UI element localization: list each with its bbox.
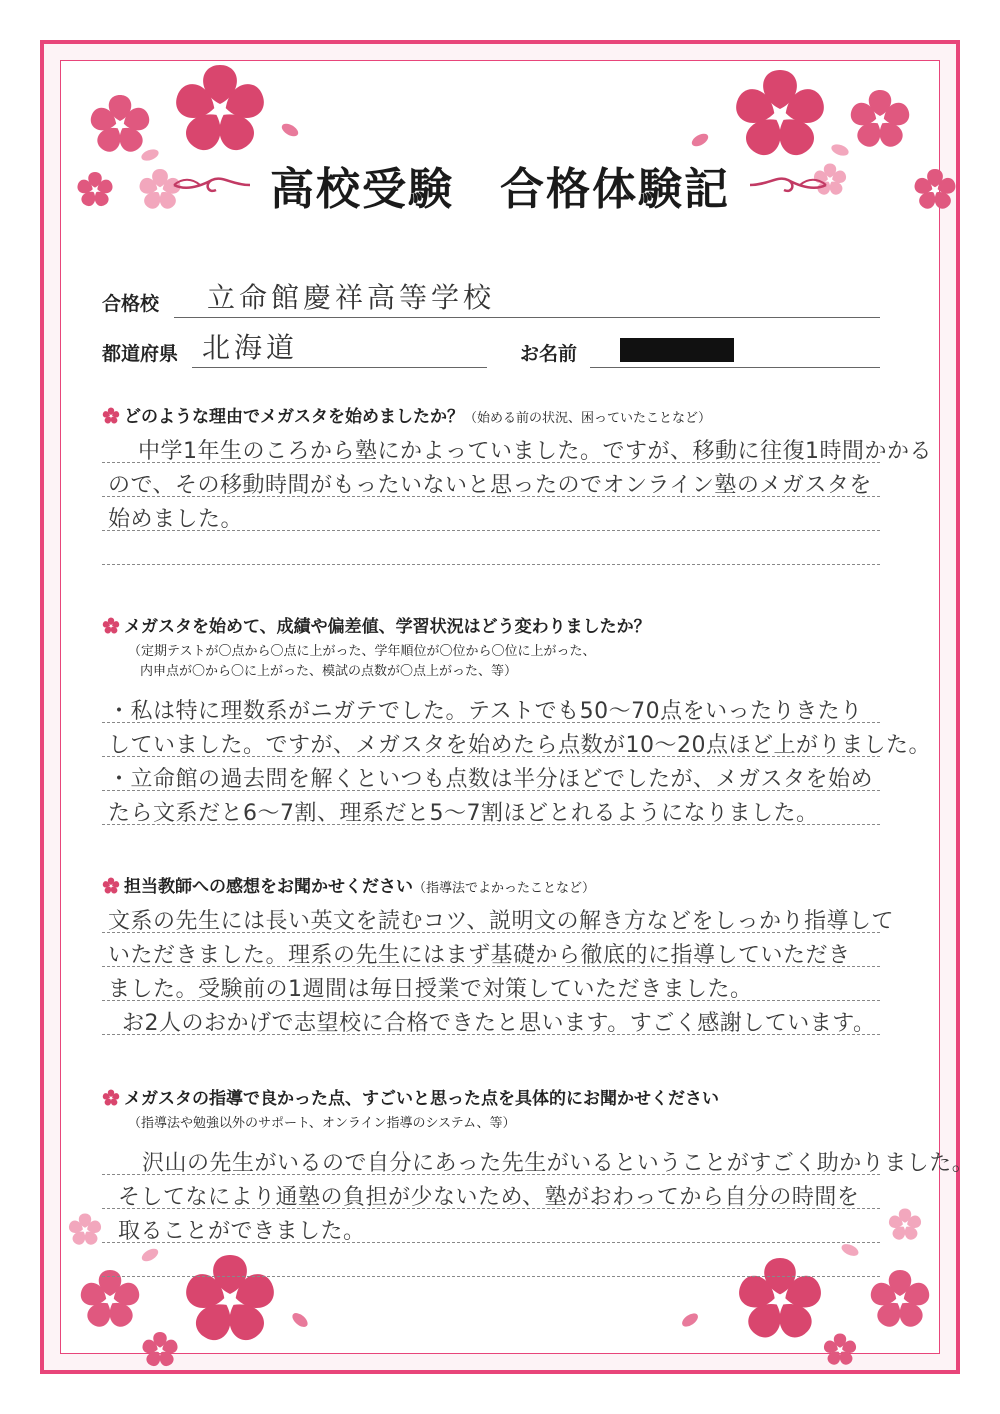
answer-text: 沢山の先生がいるので自分にあった先生がいるということがすごく助かりました。 bbox=[142, 1151, 975, 1176]
question-1-sub: （始める前の状況、困っていたことなど） bbox=[464, 411, 712, 426]
answer-line bbox=[102, 564, 880, 565]
question-3-sub: （指導法でよかったことなど） bbox=[413, 881, 596, 896]
answer-1 bbox=[102, 428, 932, 578]
prefecture-underline bbox=[192, 367, 487, 368]
question-4-text: メガスタの指導で良かった点、すごいと思った点を具体的にお聞かせください bbox=[124, 1089, 719, 1109]
name-field bbox=[520, 332, 880, 372]
question-2-note: （定期テストが〇点から〇点に上がった、学年順位が〇位から〇位に上がった、 bbox=[128, 644, 596, 659]
flourish-left-icon bbox=[172, 170, 252, 200]
school-value: 立命館慶祥高等学校 bbox=[207, 281, 496, 314]
question-4 bbox=[102, 1084, 719, 1109]
answer-2 bbox=[102, 688, 931, 838]
question-3-text: 担当教師への感想をお聞かせください bbox=[124, 877, 413, 897]
school-underline bbox=[174, 317, 880, 318]
answer-text: ました。受験前の1週間は毎日授業で対策していただきました。 bbox=[108, 977, 753, 1002]
answer-line bbox=[102, 1276, 880, 1277]
flourish-right-icon bbox=[748, 170, 828, 200]
answer-3 bbox=[102, 898, 894, 1048]
page-title: 高校受験 合格体験記 bbox=[270, 164, 730, 215]
answer-text: ・立命館の過去問を解くといつも点数は半分ほどでしたが、メガスタを始め bbox=[108, 767, 874, 792]
redacted-name bbox=[620, 338, 734, 362]
answer-4 bbox=[102, 1140, 975, 1290]
answer-text: お2人のおかげで志望校に合格できたと思います。すごく感謝しています。 bbox=[122, 1011, 876, 1036]
answer-text: 始めました。 bbox=[108, 507, 244, 532]
answer-text: そしてなにより通塾の負担が少ないため、塾がおわってから自分の時間を bbox=[118, 1185, 860, 1210]
question-1 bbox=[102, 402, 711, 427]
prefecture-value: 北海道 bbox=[202, 331, 299, 364]
answer-text: いただきました。理系の先生にはまず基礎から徹底的に指導していただき bbox=[108, 943, 851, 968]
question-1-text: どのような理由でメガスタを始めましたか？ bbox=[124, 407, 464, 427]
school-field bbox=[102, 282, 880, 322]
prefecture-field bbox=[102, 332, 487, 372]
sakura-icon bbox=[102, 1089, 120, 1107]
prefecture-label: 都道府県 bbox=[102, 343, 179, 365]
answer-text: 取ることができました。 bbox=[118, 1219, 366, 1244]
question-4-note: （指導法や勉強以外のサポート、オンライン指導のシステム、等） bbox=[128, 1116, 516, 1131]
question-2 bbox=[102, 612, 651, 637]
answer-text: 中学1年生のころから塾にかよっていました。ですが、移動に往復1時間かかる bbox=[138, 439, 932, 464]
sakura-icon bbox=[102, 877, 120, 895]
answer-text: ・私は特に理数系がニガテでした。テストでも50～70点をいったりきたり bbox=[108, 699, 863, 724]
answer-text: たら文系だと6～7割、理系だと5～7割ほどとれるようになりました。 bbox=[108, 801, 819, 826]
name-underline bbox=[590, 367, 880, 368]
question-3 bbox=[102, 872, 595, 897]
sakura-icon bbox=[102, 407, 120, 425]
answer-text: ので、その移動時間がもったいないと思ったのでオンライン塾のメガスタを bbox=[108, 473, 872, 498]
title-area bbox=[0, 150, 1000, 220]
answer-text: 文系の先生には長い英文を読むコツ、説明文の解き方などをしっかり指導して bbox=[108, 909, 894, 934]
question-2-note: 内申点が〇から〇に上がった、模試の点数が〇点上がった、等） bbox=[140, 664, 518, 679]
question-2-text: メガスタを始めて、成績や偏差値、学習状況はどう変わりましたか？ bbox=[124, 617, 651, 637]
name-label: お名前 bbox=[520, 343, 578, 365]
sakura-icon bbox=[102, 617, 120, 635]
answer-text: していました。ですが、メガスタを始めたら点数が10～20点ほど上がりました。 bbox=[108, 733, 931, 758]
school-label: 合格校 bbox=[102, 293, 160, 315]
